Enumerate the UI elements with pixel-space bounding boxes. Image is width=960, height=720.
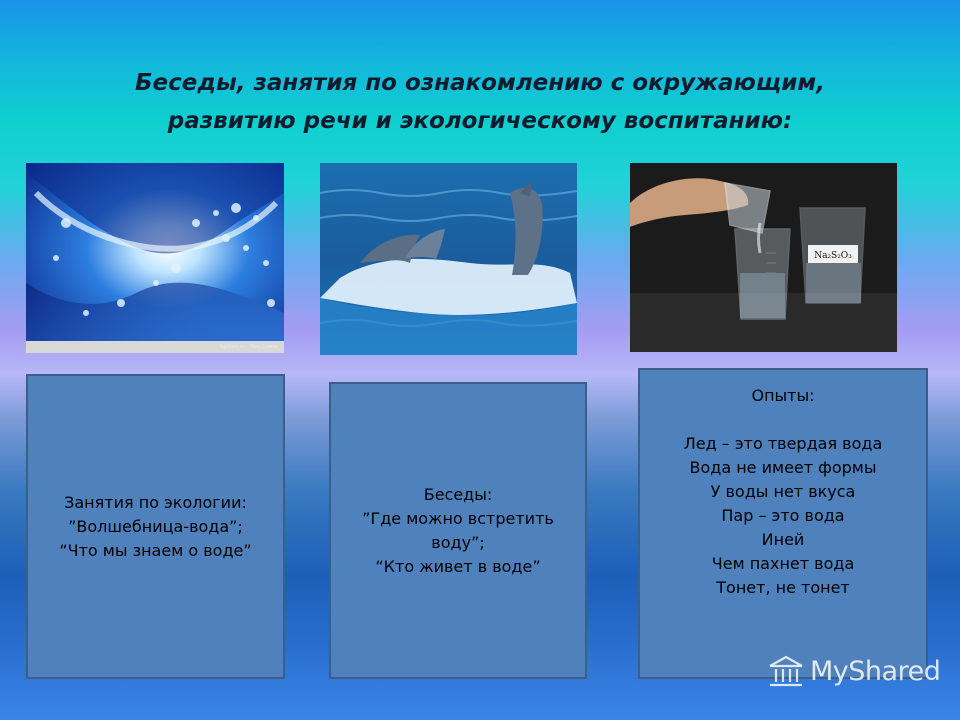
experiment-item: Чем пахнет вода	[711, 554, 855, 573]
talks-card-line-3: воду”;	[431, 532, 485, 552]
experiment-item: Тонет, не тонет	[716, 578, 850, 597]
experiment-item: Вода не имеет формы	[689, 458, 877, 477]
experiment-item: Лед – это твердая вода	[683, 434, 883, 453]
glass-label-text: Na₂S₂O₃	[814, 251, 852, 261]
talks-card	[329, 382, 587, 679]
glasses-experiment-photo	[630, 163, 897, 352]
myshared-logo-icon	[766, 652, 806, 690]
experiments-card-heading: Опыты:	[751, 386, 815, 405]
experiment-item: Иней	[761, 530, 805, 549]
talks-card-heading: Беседы:	[423, 484, 493, 504]
watermark-text: MyShared	[810, 655, 941, 687]
dolphins-photo	[320, 163, 577, 355]
ecology-card-heading: Занятия по экологии:	[64, 492, 247, 512]
ecology-card-item-2: “Что мы знаем о воде”	[59, 540, 252, 560]
slide-title	[40, 64, 920, 140]
photo-credit: TopShot.ru · Tom Cawse	[218, 344, 278, 350]
water-splash-photo	[26, 163, 284, 353]
talks-card-line-2: ”Где можно встретить	[362, 508, 554, 528]
ecology-lessons-card	[26, 374, 285, 679]
experiment-item: Пар – это вода	[721, 506, 845, 525]
experiments-card	[638, 368, 928, 679]
slide-title-line-2: развитию речи и экологическому воспитанию:	[167, 108, 793, 134]
myshared-watermark[interactable]	[766, 652, 940, 690]
ecology-card-item-1: ”Волшебница-вода”;	[68, 516, 243, 536]
experiment-item: У воды нет вкуса	[710, 482, 856, 501]
slide-title-line-1: Беседы, занятия по ознакомлению с окружающим,	[135, 70, 825, 96]
talks-card-line-4: “Кто живет в воде”	[375, 556, 541, 576]
